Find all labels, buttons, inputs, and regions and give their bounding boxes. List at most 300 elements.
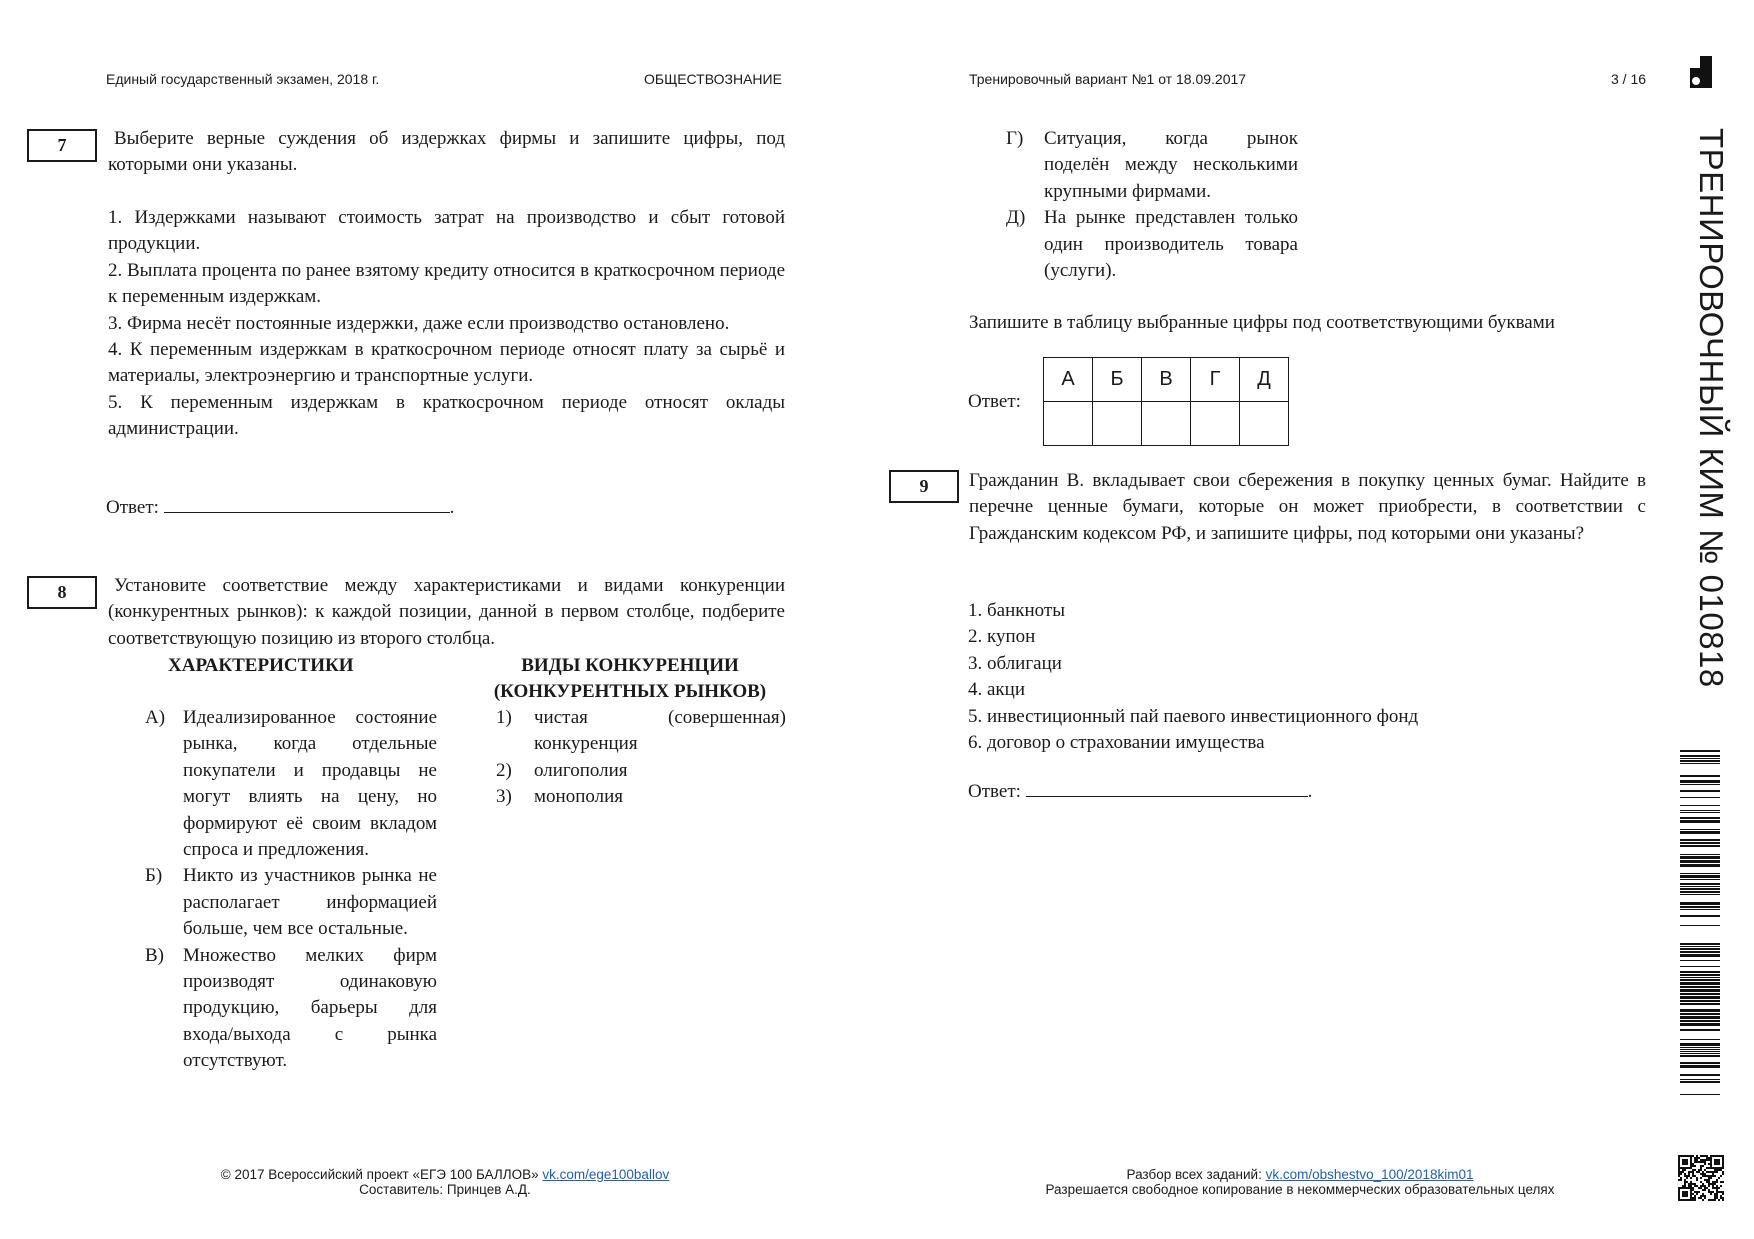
qr-module xyxy=(1704,1185,1706,1187)
footer-right xyxy=(1010,1167,1590,1197)
qr-module xyxy=(1688,1199,1690,1201)
qr-module xyxy=(1684,1193,1686,1195)
barcode-bar xyxy=(1680,1000,1720,1002)
answer-cell-g[interactable] xyxy=(1191,402,1240,446)
qr-module xyxy=(1706,1179,1708,1181)
qr-module xyxy=(1700,1159,1702,1161)
barcode-bar xyxy=(1680,854,1720,855)
qr-module xyxy=(1690,1177,1692,1179)
qr-module xyxy=(1698,1157,1700,1159)
barcode-bar xyxy=(1680,993,1720,995)
answer-cell-a[interactable] xyxy=(1044,402,1093,446)
footer-copyright: © 2017 Всероссийский проект «ЕГЭ 100 БАЛЛОВ» xyxy=(220,1167,539,1182)
qr-module xyxy=(1696,1177,1698,1179)
qr-module xyxy=(1700,1187,1702,1189)
task-8-number: 8 xyxy=(57,582,67,602)
qr-module xyxy=(1688,1171,1690,1173)
qr-module xyxy=(1696,1161,1698,1163)
barcode-bar xyxy=(1680,977,1720,978)
barcode-bar xyxy=(1680,1009,1720,1012)
qr-module xyxy=(1684,1199,1686,1201)
barcode-bar xyxy=(1680,906,1720,908)
qr-module xyxy=(1698,1187,1700,1189)
qr-module xyxy=(1678,1167,1680,1169)
task-9-item-1: 1. банкноты xyxy=(968,600,1065,621)
barcode-bar xyxy=(1680,763,1720,764)
qr-module xyxy=(1704,1161,1706,1163)
qr-module xyxy=(1704,1155,1706,1157)
qr-module xyxy=(1710,1191,1712,1193)
qr-module xyxy=(1702,1165,1704,1167)
qr-module xyxy=(1708,1163,1710,1165)
qr-module xyxy=(1704,1197,1706,1199)
type-1-num: 1) xyxy=(496,707,512,728)
barcode-bar xyxy=(1680,845,1720,847)
qr-module xyxy=(1712,1199,1714,1201)
qr-module xyxy=(1692,1187,1694,1189)
qr-module xyxy=(1706,1187,1708,1189)
barcode-bar xyxy=(1680,1081,1720,1083)
qr-module xyxy=(1722,1155,1724,1157)
qr-module xyxy=(1686,1163,1688,1165)
qr-module xyxy=(1704,1169,1706,1171)
qr-module xyxy=(1722,1181,1724,1183)
qr-module xyxy=(1722,1167,1724,1169)
qr-module xyxy=(1688,1183,1690,1185)
barcode-bar xyxy=(1680,886,1720,887)
qr-module xyxy=(1722,1161,1724,1163)
qr-module xyxy=(1678,1171,1680,1173)
qr-module xyxy=(1708,1157,1710,1159)
task-9-item-2: 2. купон xyxy=(968,626,1036,648)
qr-module xyxy=(1708,1185,1710,1187)
barcode-bar xyxy=(1680,888,1720,890)
qr-module xyxy=(1678,1199,1680,1201)
qr-module xyxy=(1678,1179,1680,1181)
barcode-bar xyxy=(1680,894,1720,895)
qr-module xyxy=(1690,1199,1692,1201)
qr-module xyxy=(1684,1169,1686,1171)
barcode-bar xyxy=(1680,864,1720,867)
qr-module xyxy=(1694,1199,1696,1201)
qr-module xyxy=(1688,1185,1690,1187)
barcode-bar xyxy=(1680,1020,1720,1022)
qr-module xyxy=(1692,1169,1694,1171)
qr-module xyxy=(1702,1173,1704,1175)
barcode-bar xyxy=(1680,974,1720,976)
qr-module xyxy=(1720,1197,1722,1199)
barcode-bar xyxy=(1680,979,1720,981)
barcode-bar xyxy=(1680,1023,1720,1026)
qr-module xyxy=(1712,1181,1714,1183)
qr-module xyxy=(1680,1199,1682,1201)
barcode-bar xyxy=(1680,1043,1720,1046)
qr-module xyxy=(1722,1199,1724,1201)
qr-module xyxy=(1684,1181,1686,1183)
barcode-bar xyxy=(1680,755,1720,757)
answer-table-header-d: Д xyxy=(1240,358,1289,402)
qr-module xyxy=(1690,1185,1692,1187)
barcode-bar xyxy=(1680,873,1720,874)
qr-module xyxy=(1704,1159,1706,1161)
type-3 xyxy=(496,784,786,810)
qr-module xyxy=(1708,1179,1710,1181)
qr-module xyxy=(1712,1191,1714,1193)
footer-left xyxy=(150,1167,740,1197)
barcode-bar xyxy=(1680,839,1720,841)
type-1 xyxy=(496,705,786,758)
qr-module xyxy=(1684,1161,1686,1163)
qr-module xyxy=(1682,1171,1684,1173)
characteristic-g xyxy=(1006,126,1298,205)
qr-module xyxy=(1702,1155,1704,1157)
qr-module xyxy=(1700,1177,1702,1179)
barcode-bar xyxy=(1680,790,1720,792)
qr-module xyxy=(1694,1191,1696,1193)
task-8-col1-header: ХАРАКТЕРИСТИКИ xyxy=(168,655,354,676)
header-subject: ОБЩЕСТВОЗНАНИЕ xyxy=(644,71,782,87)
qr-module xyxy=(1716,1163,1718,1165)
answer-cell-b[interactable] xyxy=(1093,402,1142,446)
barcode-bar xyxy=(1680,1051,1720,1052)
qr-module xyxy=(1714,1181,1716,1183)
task-7-item-1: 1. Издержками называют стоимость затрат на производство и сбыт готовой продукции. xyxy=(108,207,785,255)
characteristic-d-letter: Д) xyxy=(1006,207,1026,229)
qr-module xyxy=(1700,1155,1702,1157)
qr-module xyxy=(1688,1173,1690,1175)
qr-module xyxy=(1702,1175,1704,1177)
task-7-answer xyxy=(106,495,454,521)
barcode-bar xyxy=(1680,1065,1720,1068)
qr-module xyxy=(1686,1199,1688,1201)
qr-module xyxy=(1702,1193,1704,1195)
qr-module xyxy=(1682,1195,1684,1197)
type-2-text: олигополия xyxy=(534,759,628,781)
qr-module xyxy=(1686,1195,1688,1197)
qr-module xyxy=(1690,1167,1692,1169)
qr-module xyxy=(1694,1183,1696,1185)
qr-module xyxy=(1722,1191,1724,1193)
task-8-types xyxy=(496,705,786,811)
task-9-answer xyxy=(968,779,1312,805)
qr-module xyxy=(1686,1181,1688,1183)
barcode-bar xyxy=(1680,758,1720,759)
qr-module xyxy=(1684,1173,1686,1175)
qr-module xyxy=(1690,1191,1692,1193)
qr-module xyxy=(1694,1165,1696,1167)
qr-module xyxy=(1708,1177,1710,1179)
barcode-bar xyxy=(1680,750,1720,752)
qr-module xyxy=(1692,1163,1694,1165)
qr-module xyxy=(1720,1169,1722,1171)
qr-module xyxy=(1686,1193,1688,1195)
footer-right-link[interactable]: vk.com/obshestvo_100/2018kim01 xyxy=(1265,1167,1474,1182)
barcode-bar xyxy=(1680,1047,1720,1048)
qr-module xyxy=(1694,1175,1696,1177)
qr-module xyxy=(1708,1191,1710,1193)
task-9-intro: Гражданин В. вкладывает свои сбережения в покупку ценных бумаг. Найдите в перечне ценные бумаги, которые он может приобрести, в соответствии с Гражданским кодексом РФ, и запишите цифры, под которыми они указаны? xyxy=(969,470,1646,544)
barcode-bar xyxy=(1680,810,1720,811)
qr-module xyxy=(1694,1197,1696,1199)
qr-module xyxy=(1710,1159,1712,1161)
barcode-bar xyxy=(1680,797,1720,798)
qr-module xyxy=(1690,1155,1692,1157)
answer-table-header-a: А xyxy=(1044,358,1093,402)
qr-module xyxy=(1716,1179,1718,1181)
task-9-answer-label: Ответ: xyxy=(968,781,1021,802)
qr-module xyxy=(1702,1183,1704,1185)
qr-module xyxy=(1712,1155,1714,1157)
barcode-bar xyxy=(1680,951,1720,953)
qr-module xyxy=(1708,1181,1710,1183)
qr-module xyxy=(1688,1155,1690,1157)
qr-module xyxy=(1698,1161,1700,1163)
barcode-bar xyxy=(1680,784,1720,785)
qr-module xyxy=(1716,1197,1718,1199)
header-page-number: 3 / 16 xyxy=(1611,71,1647,87)
qr-module xyxy=(1684,1175,1686,1177)
qr-module xyxy=(1696,1155,1698,1157)
task-8-answer-table xyxy=(1043,357,1289,446)
qr-module xyxy=(1714,1175,1716,1177)
task-7-answer-field[interactable] xyxy=(164,495,450,513)
qr-module xyxy=(1690,1197,1692,1199)
qr-module xyxy=(1680,1167,1682,1169)
qr-module xyxy=(1704,1187,1706,1189)
qr-module xyxy=(1716,1189,1718,1191)
qr-module xyxy=(1714,1159,1716,1161)
qr-module xyxy=(1710,1161,1712,1163)
task-9-items xyxy=(968,598,1648,756)
qr-module xyxy=(1682,1155,1684,1157)
barcode-bar xyxy=(1680,820,1720,823)
qr-module xyxy=(1684,1167,1686,1169)
qr-module xyxy=(1702,1189,1704,1191)
qr-module xyxy=(1692,1199,1694,1201)
qr-module xyxy=(1700,1165,1702,1167)
task-8-table-instruction: Запишите в таблицу выбранные цифры под соответствующими буквами xyxy=(969,312,1555,333)
qr-code-icon xyxy=(1678,1155,1724,1201)
task-7-intro: Выберите верные суждения об издержках фирмы и запишите цифры, под которыми они указаны. xyxy=(108,128,785,176)
qr-module xyxy=(1704,1173,1706,1175)
answer-table-header-b: Б xyxy=(1093,358,1142,402)
qr-module xyxy=(1678,1161,1680,1163)
qr-module xyxy=(1710,1163,1712,1165)
characteristic-g-text: Ситуация, когда рынок поделён между несколькими крупными фирмами. xyxy=(1044,128,1298,202)
qr-module xyxy=(1722,1197,1724,1199)
qr-module xyxy=(1710,1183,1712,1185)
qr-module xyxy=(1718,1161,1720,1163)
task-7-item-2: 2. Выплата процента по ранее взятому кредиту относится в краткосрочном периоде к переменным издержкам. xyxy=(108,259,785,308)
barcode-bar xyxy=(1680,1013,1720,1015)
barcode-bar xyxy=(1680,1003,1720,1005)
task-8-characteristics xyxy=(145,705,437,1075)
header-exam-title: Единый государственный экзамен, 2018 г. xyxy=(106,71,380,87)
qr-module xyxy=(1716,1169,1718,1171)
qr-module xyxy=(1686,1191,1688,1193)
qr-module xyxy=(1714,1197,1716,1199)
qr-module xyxy=(1688,1167,1690,1169)
qr-module xyxy=(1690,1193,1692,1195)
task-7-items xyxy=(108,205,785,443)
barcode-bar xyxy=(1680,760,1720,762)
qr-module xyxy=(1710,1165,1712,1167)
task-8-intro: Установите соответствие между характеристиками и видами конкуренции (конкурентных рынков): к каждой позиции, данной в первом столбце, подберите соответствующую позицию из второго столбца. xyxy=(108,575,785,649)
barcode-bar xyxy=(1680,1055,1720,1057)
barcode-bar xyxy=(1680,982,1720,985)
barcode-bar xyxy=(1680,883,1720,885)
qr-module xyxy=(1696,1191,1698,1193)
qr-module xyxy=(1690,1161,1692,1163)
task-8-col2-header-line1: ВИДЫ КОНКУРЕНЦИИ xyxy=(521,655,739,676)
task-9-number-box xyxy=(889,470,959,503)
qr-module xyxy=(1720,1167,1722,1169)
header-variant: Тренировочный вариант №1 от 18.09.2017 xyxy=(969,71,1247,87)
qr-module xyxy=(1720,1175,1722,1177)
qr-module xyxy=(1718,1167,1720,1169)
barcode-bar xyxy=(1680,966,1720,967)
qr-module xyxy=(1708,1189,1710,1191)
barcode-bar xyxy=(1680,946,1720,947)
qr-module xyxy=(1680,1173,1682,1175)
qr-module xyxy=(1708,1175,1710,1177)
qr-module xyxy=(1706,1175,1708,1177)
task-9-answer-field[interactable] xyxy=(1026,779,1308,797)
barcode-bar xyxy=(1680,1094,1720,1095)
qr-module xyxy=(1716,1191,1718,1193)
characteristic-b-letter: Б) xyxy=(145,865,163,887)
qr-module xyxy=(1706,1167,1708,1169)
qr-module xyxy=(1684,1185,1686,1187)
qr-module xyxy=(1714,1199,1716,1201)
qr-module xyxy=(1690,1163,1692,1165)
qr-module xyxy=(1698,1197,1700,1199)
qr-module xyxy=(1678,1193,1680,1195)
answer-table-input-row xyxy=(1044,402,1289,446)
qr-module xyxy=(1702,1159,1704,1161)
qr-module xyxy=(1714,1183,1716,1185)
characteristic-d xyxy=(1006,205,1298,284)
qr-module xyxy=(1692,1183,1694,1185)
qr-module xyxy=(1684,1187,1686,1189)
barcode-bar xyxy=(1680,1053,1720,1054)
qr-module xyxy=(1706,1181,1708,1183)
task-8-answer-label: Ответ: xyxy=(968,391,1021,412)
qr-module xyxy=(1700,1181,1702,1183)
qr-module xyxy=(1718,1169,1720,1171)
task-9-answer-end: . xyxy=(1307,781,1313,802)
qr-module xyxy=(1686,1177,1688,1179)
barcode-bar xyxy=(1680,856,1720,859)
qr-module xyxy=(1700,1161,1702,1163)
answer-table-header-row xyxy=(1044,358,1289,402)
qr-module xyxy=(1684,1191,1686,1193)
characteristic-d-text: На рынке представлен только один производитель товара (услуги). xyxy=(1044,207,1298,282)
qr-module xyxy=(1678,1195,1680,1197)
task-9-item-3: 3. облигаци xyxy=(968,652,1062,674)
qr-module xyxy=(1718,1177,1720,1179)
qr-module xyxy=(1720,1195,1722,1197)
answer-cell-d[interactable] xyxy=(1240,402,1289,446)
task-9-item-4: 4. акци xyxy=(968,679,1025,701)
qr-module xyxy=(1718,1199,1720,1201)
qr-module xyxy=(1714,1155,1716,1157)
barcode-bar xyxy=(1680,954,1720,957)
qr-module xyxy=(1682,1167,1684,1169)
barcode-bar xyxy=(1680,1074,1720,1076)
qr-module xyxy=(1712,1173,1714,1175)
qr-module xyxy=(1690,1195,1692,1197)
qr-module xyxy=(1722,1159,1724,1161)
qr-module xyxy=(1680,1155,1682,1157)
qr-module xyxy=(1716,1159,1718,1161)
footer-left-link[interactable]: vk.com/ege100ballov xyxy=(542,1167,670,1182)
qr-module xyxy=(1716,1171,1718,1173)
qr-module xyxy=(1692,1173,1694,1175)
qr-module xyxy=(1712,1175,1714,1177)
qr-module xyxy=(1684,1195,1686,1197)
qr-module xyxy=(1706,1171,1708,1173)
type-3-text: монополия xyxy=(534,786,623,808)
barcode-bar xyxy=(1680,1062,1720,1064)
qr-module xyxy=(1696,1157,1698,1159)
task-9-item-5: 5. инвестиционный пай паевого инвестиционного фонд xyxy=(968,705,1419,727)
qr-module xyxy=(1716,1161,1718,1163)
qr-module xyxy=(1680,1177,1682,1179)
qr-module xyxy=(1714,1167,1716,1169)
characteristic-v-letter: В) xyxy=(145,944,164,966)
qr-module xyxy=(1678,1189,1680,1191)
qr-module xyxy=(1706,1159,1708,1161)
barcode-bar xyxy=(1680,1039,1720,1040)
qr-module xyxy=(1712,1187,1714,1189)
qr-module xyxy=(1682,1185,1684,1187)
answer-cell-v[interactable] xyxy=(1142,402,1191,446)
task-8-characteristics-cont xyxy=(1006,126,1298,284)
qr-module xyxy=(1710,1199,1712,1201)
barcode-bar xyxy=(1680,989,1720,992)
qr-module xyxy=(1708,1159,1710,1161)
qr-module xyxy=(1680,1179,1682,1181)
qr-module xyxy=(1692,1171,1694,1173)
qr-module xyxy=(1714,1161,1716,1163)
task-7-item-5: 5. К переменным издержкам в краткосрочном периоде относят оклады администрации. xyxy=(108,391,785,440)
qr-module xyxy=(1698,1169,1700,1171)
qr-module xyxy=(1700,1173,1702,1175)
qr-module xyxy=(1716,1195,1718,1197)
barcode-bar xyxy=(1680,780,1720,783)
qr-module xyxy=(1690,1157,1692,1159)
qr-module xyxy=(1710,1155,1712,1157)
barcode-bar xyxy=(1680,1016,1720,1019)
task-8-col2-header-line2: (КОНКУРЕНТНЫХ РЫНКОВ) xyxy=(493,681,767,703)
qr-module xyxy=(1678,1159,1680,1161)
qr-module xyxy=(1690,1189,1692,1191)
qr-module xyxy=(1690,1181,1692,1183)
qr-module xyxy=(1700,1167,1702,1169)
qr-module xyxy=(1718,1159,1720,1161)
qr-module xyxy=(1714,1187,1716,1189)
qr-module xyxy=(1710,1175,1712,1177)
qr-module xyxy=(1692,1197,1694,1199)
footer-author: Составитель: Принцев А.Д. xyxy=(359,1182,531,1197)
qr-module xyxy=(1708,1199,1710,1201)
qr-module xyxy=(1712,1171,1714,1173)
qr-module xyxy=(1708,1171,1710,1173)
qr-module xyxy=(1706,1155,1708,1157)
qr-module xyxy=(1712,1185,1714,1187)
qr-module xyxy=(1704,1175,1706,1177)
